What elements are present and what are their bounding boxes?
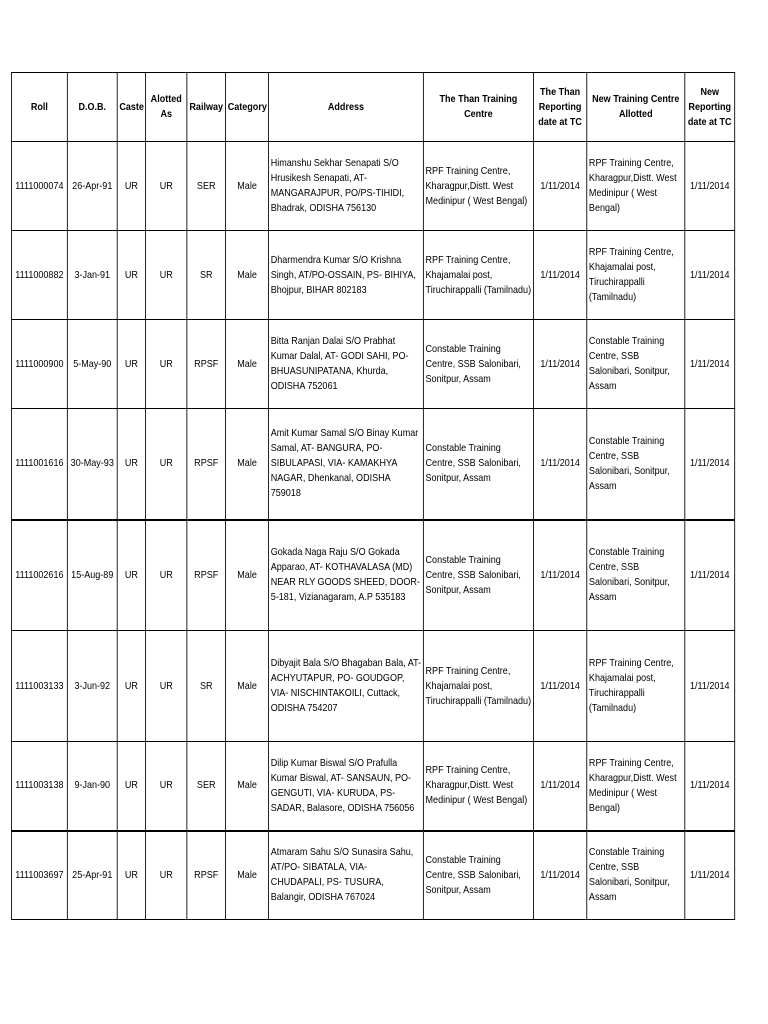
cell-caste: UR — [117, 742, 145, 831]
cell-than-reporting-date: 1/11/2014 — [533, 631, 586, 742]
cell-new-reporting-date: 1/11/2014 — [685, 409, 735, 520]
header-new-training-centre: New Training Centre Allotted — [587, 73, 685, 142]
header-category: Category — [226, 73, 269, 142]
cell-caste: UR — [117, 631, 145, 742]
cell-caste: UR — [117, 409, 145, 520]
cell-railway: SER — [187, 142, 226, 231]
cell-new-reporting-date: 1/11/2014 — [685, 831, 735, 920]
cell-address: Gokada Naga Raju S/O Gokada Apparao, AT- KOTHAVALASA (MD) NEAR RLY GOODS SHEED, DOOR-5-181, Vizianagaram, A.P 535183 — [269, 520, 424, 631]
cell-dob: 26-Apr-91 — [67, 142, 117, 231]
cell-category: Male — [226, 631, 269, 742]
cell-roll: 1111002616 — [11, 520, 67, 631]
cell-roll: 1111000882 — [11, 231, 67, 320]
cell-roll: 1111003133 — [11, 631, 67, 742]
table-row — [11, 142, 734, 231]
cell-new-training-centre: RPF Training Centre, Khajamalai post, Tiruchirappalli (Tamilnadu) — [587, 631, 685, 742]
cell-category: Male — [226, 742, 269, 831]
cell-dob: 9-Jan-90 — [67, 742, 117, 831]
cell-alotted-as: UR — [146, 409, 187, 520]
cell-dob: 5-May-90 — [67, 320, 117, 409]
cell-alotted-as: UR — [146, 320, 187, 409]
cell-address: Dharmendra Kumar S/O Krishna Singh, AT/PO-OSSAIN, PS- BIHIYA, Bhojpur, BIHAR 802183 — [269, 231, 424, 320]
cell-category: Male — [226, 409, 269, 520]
cell-than-reporting-date: 1/11/2014 — [533, 142, 586, 231]
cell-than-reporting-date: 1/11/2014 — [533, 742, 586, 831]
cell-new-reporting-date: 1/11/2014 — [685, 231, 735, 320]
cell-address: Atmaram Sahu S/O Sunasira Sahu, AT/PO- SIBATALA, VIA- CHUDAPALI, PS- TUSURA, Balangir, ODISHA 767024 — [269, 831, 424, 920]
cell-railway: RPSF — [187, 409, 226, 520]
cell-new-reporting-date: 1/11/2014 — [685, 631, 735, 742]
cell-dob: 3-Jun-92 — [67, 631, 117, 742]
cell-category: Male — [226, 520, 269, 631]
cell-alotted-as: UR — [146, 142, 187, 231]
cell-dob: 3-Jan-91 — [67, 231, 117, 320]
cell-roll: 1111003697 — [11, 831, 67, 920]
table-row — [11, 631, 734, 742]
cell-caste: UR — [117, 231, 145, 320]
cell-alotted-as: UR — [146, 231, 187, 320]
cell-than-training-centre: RPF Training Centre, Kharagpur,Distt. West Medinipur ( West Bengal) — [423, 742, 533, 831]
header-new-reporting-date: New Reporting date at TC — [685, 73, 735, 142]
cell-railway: SR — [187, 631, 226, 742]
cell-roll: 1111000900 — [11, 320, 67, 409]
cell-address: Dibyajit Bala S/O Bhagaban Bala, AT- ACHYUTAPUR, PO- GOUDGOP, VIA- NISCHINTAKOILI, Cuttack, ODISHA 754207 — [269, 631, 424, 742]
table-row — [11, 831, 734, 920]
cell-alotted-as: UR — [146, 520, 187, 631]
cell-roll: 1111001616 — [11, 409, 67, 520]
header-roll: Roll — [11, 73, 67, 142]
cell-alotted-as: UR — [146, 631, 187, 742]
cell-category: Male — [226, 231, 269, 320]
cell-caste: UR — [117, 320, 145, 409]
header-alotted-as: Alotted As — [146, 73, 187, 142]
cell-category: Male — [226, 142, 269, 231]
cell-category: Male — [226, 320, 269, 409]
header-than-reporting-date: The Than Reporting date at TC — [533, 73, 586, 142]
cell-than-training-centre: Constable Training Centre, SSB Salonibari, Sonitpur, Assam — [423, 520, 533, 631]
cell-than-training-centre: Constable Training Centre, SSB Salonibari, Sonitpur, Assam — [423, 831, 533, 920]
cell-railway: SR — [187, 231, 226, 320]
header-row — [11, 73, 734, 142]
header-dob: D.O.B. — [67, 73, 117, 142]
table-row — [11, 409, 734, 520]
cell-than-reporting-date: 1/11/2014 — [533, 520, 586, 631]
cell-than-training-centre: RPF Training Centre, Kharagpur,Distt. West Medinipur ( West Bengal) — [423, 142, 533, 231]
cell-than-training-centre: Constable Training Centre, SSB Salonibari, Sonitpur, Assam — [423, 320, 533, 409]
cell-new-training-centre: RPF Training Centre, Kharagpur,Distt. West Medinipur ( West Bengal) — [587, 742, 685, 831]
table-row — [11, 231, 734, 320]
cell-than-reporting-date: 1/11/2014 — [533, 831, 586, 920]
header-railway: Railway — [187, 73, 226, 142]
cell-than-reporting-date: 1/11/2014 — [533, 231, 586, 320]
cell-than-training-centre: Constable Training Centre, SSB Salonibari, Sonitpur, Assam — [423, 409, 533, 520]
cell-dob: 15-Aug-89 — [67, 520, 117, 631]
header-caste: Caste — [117, 73, 145, 142]
header-than-training-centre: The Than Training Centre — [423, 73, 533, 142]
cell-category: Male — [226, 831, 269, 920]
cell-railway: RPSF — [187, 320, 226, 409]
cell-caste: UR — [117, 831, 145, 920]
cell-address: Dilip Kumar Biswal S/O Prafulla Kumar Biswal, AT- SANSAUN, PO- GENGUTI, VIA- KURUDA, PS- SADAR, Balasore, ODISHA 756056 — [269, 742, 424, 831]
table-row — [11, 742, 734, 831]
allotment-table — [11, 72, 735, 920]
cell-dob: 25-Apr-91 — [67, 831, 117, 920]
cell-new-training-centre: Constable Training Centre, SSB Salonibari, Sonitpur, Assam — [587, 520, 685, 631]
cell-address: Bitta Ranjan Dalai S/O Prabhat Kumar Dalal, AT- GODI SAHI, PO- BHUASUNIPATANA, Khurda, ODISHA 752061 — [269, 320, 424, 409]
cell-railway: RPSF — [187, 520, 226, 631]
cell-new-training-centre: Constable Training Centre, SSB Salonibari, Sonitpur, Assam — [587, 320, 685, 409]
cell-new-reporting-date: 1/11/2014 — [685, 520, 735, 631]
cell-new-reporting-date: 1/11/2014 — [685, 742, 735, 831]
cell-railway: RPSF — [187, 831, 226, 920]
cell-address: Amit Kumar Samal S/O Binay Kumar Samal, AT- BANGURA, PO- SIBULAPASI, VIA- KAMAKHYA NAGAR, Dhenkanal, ODISHA 759018 — [269, 409, 424, 520]
cell-alotted-as: UR — [146, 831, 187, 920]
cell-new-training-centre: Constable Training Centre, SSB Salonibari, Sonitpur, Assam — [587, 409, 685, 520]
table-row — [11, 320, 734, 409]
cell-roll: 1111000074 — [11, 142, 67, 231]
cell-new-training-centre: RPF Training Centre, Kharagpur,Distt. West Medinipur ( West Bengal) — [587, 142, 685, 231]
cell-new-reporting-date: 1/11/2014 — [685, 320, 735, 409]
cell-new-training-centre: RPF Training Centre, Khajamalai post, Tiruchirappalli (Tamilnadu) — [587, 231, 685, 320]
cell-new-training-centre: Constable Training Centre, SSB Salonibari, Sonitpur, Assam — [587, 831, 685, 920]
cell-than-reporting-date: 1/11/2014 — [533, 409, 586, 520]
cell-roll: 1111003138 — [11, 742, 67, 831]
table-row — [11, 520, 734, 631]
cell-railway: SER — [187, 742, 226, 831]
cell-new-reporting-date: 1/11/2014 — [685, 142, 735, 231]
cell-than-reporting-date: 1/11/2014 — [533, 320, 586, 409]
cell-dob: 30-May-93 — [67, 409, 117, 520]
header-address: Address — [269, 73, 424, 142]
cell-than-training-centre: RPF Training Centre, Khajamalai post, Tiruchirappalli (Tamilnadu) — [423, 231, 533, 320]
cell-alotted-as: UR — [146, 742, 187, 831]
cell-address: Himanshu Sekhar Senapati S/O Hrusikesh Senapati, AT- MANGARAJPUR, PO/PS-TIHIDI, Bhadrak, ODISHA 756130 — [269, 142, 424, 231]
cell-caste: UR — [117, 142, 145, 231]
cell-caste: UR — [117, 520, 145, 631]
cell-than-training-centre: RPF Training Centre, Khajamalai post, Tiruchirappalli (Tamilnadu) — [423, 631, 533, 742]
